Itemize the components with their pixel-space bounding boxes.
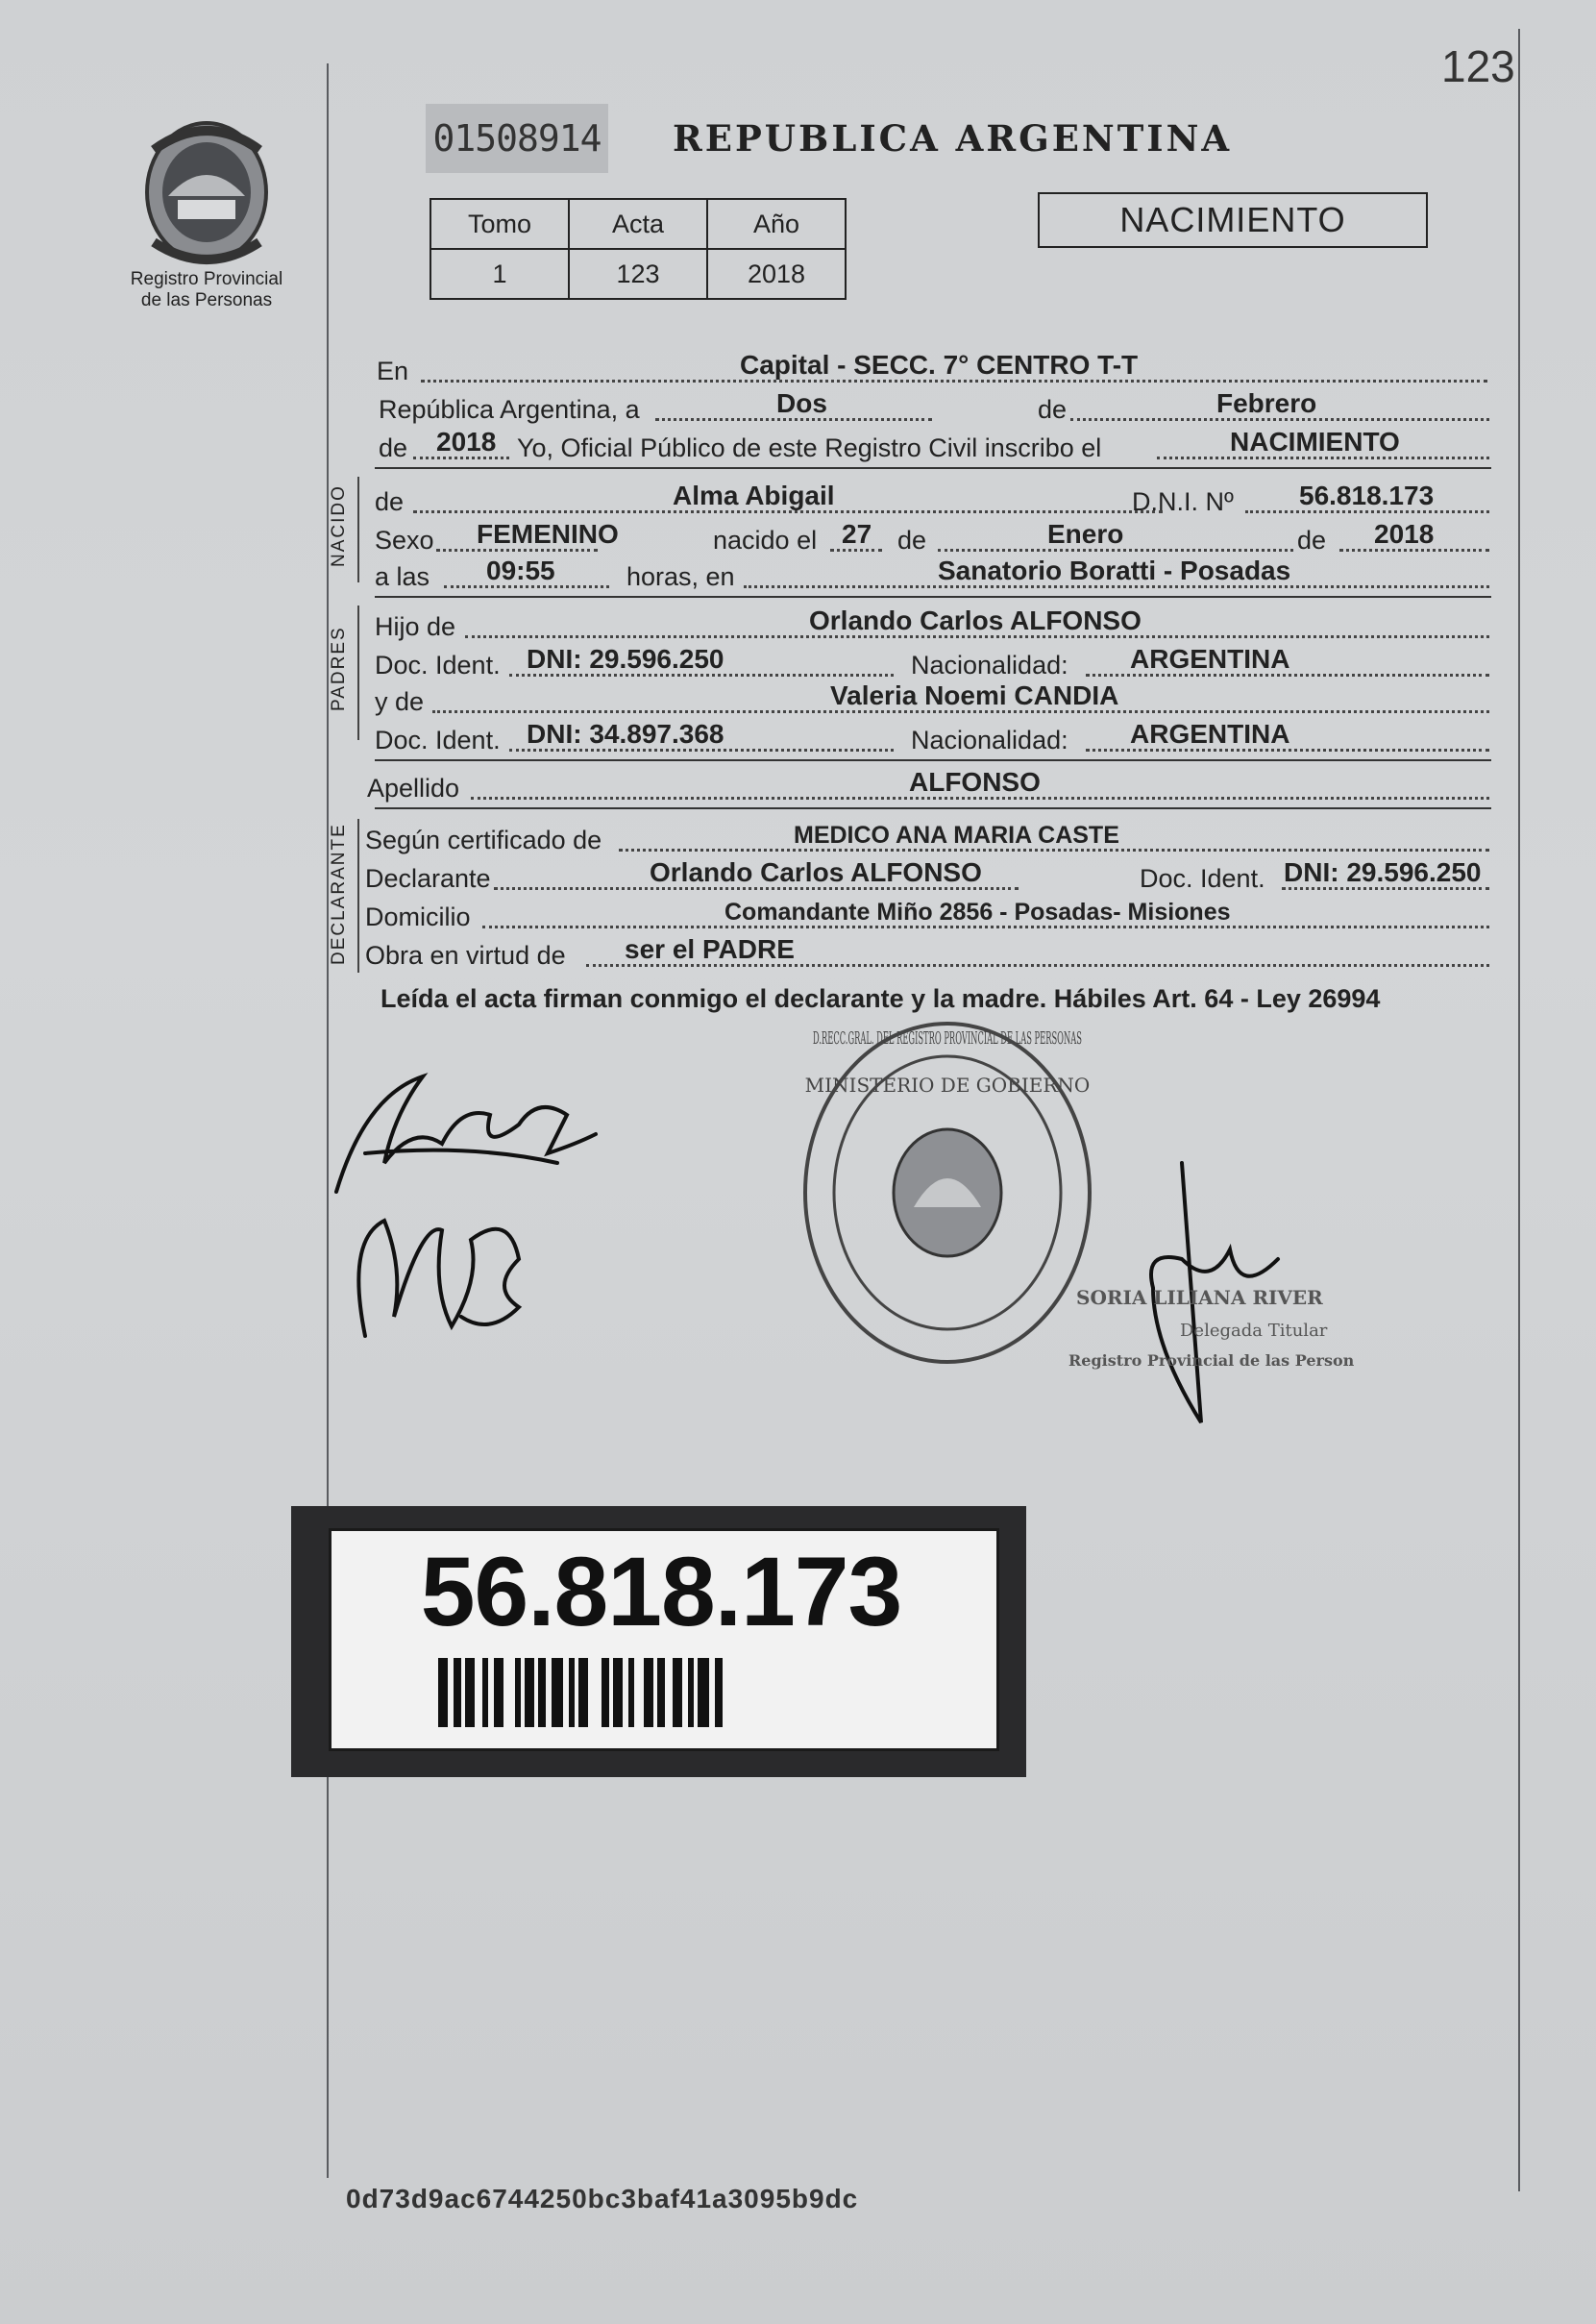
en-label: En [377, 357, 409, 385]
official-text: Yo, Oficial Público de este Registro Civil inscribo el [517, 433, 1102, 462]
mother-nat-label: Nacionalidad: [911, 726, 1068, 754]
dni-label: D.N.I. Nº [1132, 487, 1234, 516]
registry-label-line2: de las Personas [140, 290, 273, 310]
father-nat-value: ARGENTINA [1130, 644, 1290, 674]
barcode-bars [438, 1658, 723, 1727]
father-value: Orlando Carlos ALFONSO [809, 606, 1142, 635]
birth-month-value: Enero [1047, 519, 1124, 549]
birth-de2-label: de [1297, 526, 1327, 555]
place-value: Sanatorio Boratti - Posadas [938, 556, 1291, 585]
hijo-label: Hijo de [375, 612, 456, 641]
day-value: Dos [776, 388, 827, 418]
yde-label: y de [375, 687, 425, 716]
closing-note: Leída el acta firman conmigo el declarante y la madre. Hábiles Art. 64 - Ley 26994 [381, 984, 1381, 1013]
year-value: 2018 [436, 427, 497, 457]
row-declarante [365, 857, 1489, 894]
sexo-value: FEMENINO [477, 519, 619, 549]
registry-label [115, 269, 298, 311]
value-acta: 123 [569, 249, 707, 299]
divider-1 [375, 467, 1491, 469]
value-ano: 2018 [707, 249, 846, 299]
apellido-value: ALFONSO [909, 767, 1041, 797]
serial-number-stamp: 01508914 [426, 104, 608, 173]
cert-value: MEDICO ANA MARIA CASTE [794, 822, 1119, 849]
header-tomo: Tomo [430, 199, 569, 249]
declarante-bracket [357, 819, 359, 973]
father-doc-value: DNI: 29.596.250 [527, 644, 724, 674]
row-certificado [365, 819, 1489, 855]
birth-year-value: 2018 [1374, 519, 1435, 549]
declarante-side-label: DECLARANTE [329, 823, 349, 965]
row-hijo [375, 606, 1489, 642]
name-value: Alma Abigail [673, 481, 835, 510]
record-table [430, 198, 847, 300]
header-ano: Año [707, 199, 846, 249]
signature-madre [346, 1201, 538, 1346]
nacido-side-label: NACIDO [329, 484, 349, 567]
divider-2 [375, 596, 1491, 598]
row-mother-doc [375, 719, 1489, 755]
row-nacido-name [375, 481, 1489, 517]
divider-3 [375, 759, 1491, 761]
official-stamp [794, 1015, 1101, 1371]
birth-day-value: 27 [842, 519, 872, 549]
sexo-label: Sexo [375, 526, 434, 555]
dom-value: Comandante Miño 2856 - Posadas- Misiones [724, 899, 1231, 926]
official-title: Delegada Titular [1180, 1321, 1328, 1341]
province-seal-logo [135, 115, 279, 269]
apellido-label: Apellido [367, 774, 460, 803]
document-hash: 0d73d9ac6744250bc3baf41a3095b9dc [346, 2184, 859, 2213]
republica-label: República Argentina, a [379, 395, 640, 424]
mother-doc-label: Doc. Ident. [375, 726, 501, 754]
row-en [375, 350, 1489, 386]
row-republica [375, 388, 1489, 425]
nacido-bracket [357, 477, 359, 582]
row-yde [375, 680, 1489, 717]
official-office: Registro Provincial de las Person [1068, 1351, 1355, 1370]
obra-label: Obra en virtud de [365, 941, 566, 970]
row-father-doc [375, 644, 1489, 680]
en-value: Capital - SECC. 7° CENTRO T-T [740, 350, 1139, 380]
padres-side-label: PADRES [329, 626, 349, 711]
page-number: 123 [1441, 41, 1515, 91]
row-sexo [375, 519, 1489, 556]
decl-doc-value: DNI: 29.596.250 [1284, 857, 1482, 887]
barcode-number: 56.818.173 [420, 1537, 902, 1646]
father-doc-label: Doc. Ident. [375, 651, 501, 680]
de2-label: de [379, 433, 408, 462]
mother-doc-value: DNI: 34.897.368 [527, 719, 724, 749]
decl-value: Orlando Carlos ALFONSO [650, 857, 982, 887]
country-title: REPUBLICA ARGENTINA [673, 117, 1233, 160]
nacido-de-label: de [375, 487, 405, 516]
row-obra [365, 934, 1489, 971]
decl-label: Declarante [365, 864, 491, 893]
month-value: Febrero [1216, 388, 1317, 418]
cert-label: Según certificado de [365, 826, 602, 854]
value-tomo: 1 [430, 249, 569, 299]
de-label: de [1038, 395, 1068, 424]
nacido-el-label: nacido el [713, 526, 818, 555]
official-name: SORIA LILIANA RIVER [1076, 1286, 1323, 1309]
stamp-inner-text: MINISTERIO DE GOBIERNO [804, 1074, 1091, 1097]
record-table-value-row [430, 249, 846, 299]
registry-label-line1: Registro Provincial [130, 269, 283, 289]
mother-nat-value: ARGENTINA [1130, 719, 1290, 749]
row-apellido [367, 767, 1489, 804]
row-year [375, 427, 1489, 463]
dni-value: 56.818.173 [1299, 481, 1435, 510]
horas-label: horas, en [626, 562, 735, 591]
obra-value: ser el PADRE [625, 934, 795, 964]
record-table-header-row [430, 199, 846, 249]
alas-label: a las [375, 562, 430, 591]
stamp-outer-text: D.RECC.GRAL. DEL REGISTRO PROVINCIAL DE LAS PERSONAS [813, 1028, 1082, 1049]
birth-de-label: de [897, 526, 927, 555]
row-alas [375, 556, 1489, 592]
decl-doc-label: Doc. Ident. [1140, 864, 1265, 893]
row-domicilio [365, 896, 1489, 932]
dom-label: Domicilio [365, 902, 471, 931]
time-value: 09:55 [486, 556, 555, 585]
father-nat-label: Nacionalidad: [911, 651, 1068, 680]
mother-value: Valeria Noemi CANDIA [830, 680, 1119, 710]
divider-4 [375, 807, 1491, 809]
header-acta: Acta [569, 199, 707, 249]
right-margin-line [1518, 29, 1520, 2191]
padres-bracket [357, 606, 359, 740]
signature-declarante [327, 1057, 615, 1211]
record-type-box: NACIMIENTO [1038, 192, 1428, 248]
inscribo-value: NACIMIENTO [1230, 427, 1400, 457]
